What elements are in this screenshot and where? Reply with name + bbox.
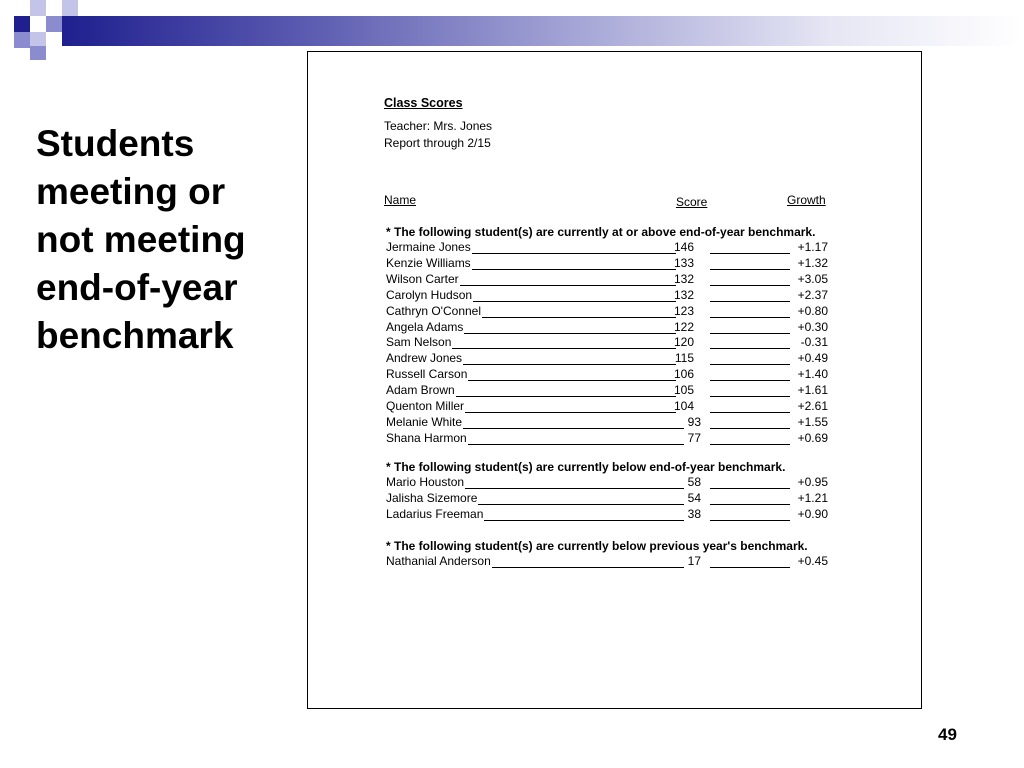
student-score: 122	[673, 319, 694, 334]
student-growth: +1.55	[797, 414, 828, 429]
student-name: Jermaine Jones	[386, 240, 471, 254]
student-name: Cathryn O'Connel	[386, 303, 482, 318]
student-row	[386, 351, 846, 367]
score-leader-line	[710, 412, 790, 413]
student-growth: +0.45	[797, 554, 828, 568]
score-leader-line	[710, 488, 790, 489]
student-row	[386, 431, 846, 447]
slide-title-line: Students	[36, 123, 195, 164]
student-score: 106	[673, 367, 694, 382]
score-leader-line	[710, 301, 790, 302]
page-number: 49	[938, 725, 957, 744]
student-growth: +1.17	[797, 240, 828, 254]
decor-square-6	[14, 32, 30, 48]
student-row	[386, 288, 846, 304]
student-name: Andrew Jones	[386, 351, 463, 366]
student-growth: -0.31	[800, 335, 828, 350]
student-row	[386, 304, 846, 320]
benchmark-group-heading: * The following student(s) are currently below end-of-year benchmark.	[386, 460, 786, 474]
student-growth: +0.69	[797, 430, 828, 445]
report-through-line: Report through 2/15	[384, 136, 491, 150]
decor-square-1	[14, 16, 30, 32]
slide-title-line: end-of-year	[36, 267, 238, 308]
student-score: 115	[674, 351, 694, 366]
student-name: Carolyn Hudson	[386, 287, 473, 302]
decor-square-7	[30, 46, 46, 60]
student-growth: +3.05	[797, 271, 828, 286]
score-leader-line	[710, 348, 790, 349]
class-scores-report	[307, 51, 922, 709]
student-row	[386, 475, 846, 491]
student-name: Sam Nelson	[386, 335, 452, 350]
student-row	[386, 320, 846, 336]
student-score: 93	[687, 414, 701, 429]
column-header-growth: Growth	[787, 193, 826, 207]
student-name: Jalisha Sizemore	[386, 490, 478, 505]
decor-square-2	[30, 0, 46, 16]
student-row	[386, 383, 846, 399]
student-row	[386, 415, 846, 431]
score-leader-line	[710, 253, 790, 254]
student-name: Angela Adams	[386, 319, 464, 334]
score-leader-line	[710, 285, 790, 286]
column-header-name: Name	[384, 193, 417, 207]
student-score: 104	[673, 399, 694, 413]
student-row	[386, 335, 846, 351]
student-name: Shana Harmon	[386, 430, 467, 445]
student-row	[386, 240, 846, 256]
report-title: Class Scores	[384, 96, 463, 110]
student-name: Adam Brown	[386, 383, 455, 398]
student-growth: +1.21	[797, 490, 828, 505]
student-growth: +0.80	[797, 303, 828, 318]
student-score: 123	[673, 303, 694, 318]
student-growth: +1.40	[797, 367, 828, 382]
header-gradient-band	[62, 16, 1024, 46]
benchmark-group-heading: * The following student(s) are currently at or above end-of-year benchmark.	[386, 225, 816, 239]
decor-square-4	[46, 16, 62, 32]
student-name: Melanie White	[386, 414, 463, 429]
slide-title-line: not meeting	[36, 219, 246, 260]
student-row	[386, 399, 846, 415]
decor-square-3	[62, 0, 78, 16]
student-row	[386, 256, 846, 272]
student-score: 17	[687, 554, 701, 568]
student-score: 77	[687, 430, 701, 445]
student-row	[386, 491, 846, 507]
student-name: Kenzie Williams	[386, 255, 471, 270]
column-header-score: Score	[676, 195, 708, 209]
score-leader-line	[710, 567, 790, 568]
student-growth: +2.37	[797, 287, 828, 302]
slide-title-line: meeting or	[36, 171, 226, 212]
student-name: Wilson Carter	[386, 271, 459, 286]
student-score: 38	[687, 506, 701, 521]
benchmark-group-heading: * The following student(s) are currently below previous year's benchmark.	[386, 539, 808, 553]
student-score: 120	[673, 335, 694, 350]
student-growth: +0.95	[797, 475, 828, 489]
score-leader-line	[710, 380, 790, 381]
student-name: Mario Houston	[386, 475, 465, 489]
score-leader-line	[710, 444, 790, 445]
student-score: 58	[687, 475, 701, 489]
student-score: 132	[673, 287, 694, 302]
score-leader-line	[710, 396, 790, 397]
student-row	[386, 367, 846, 383]
student-name: Ladarius Freeman	[386, 506, 484, 521]
score-leader-line	[710, 317, 790, 318]
student-row	[386, 272, 846, 288]
student-row	[386, 554, 846, 570]
student-growth: +2.61	[797, 399, 828, 413]
student-growth: +0.30	[797, 319, 828, 334]
student-score: 146	[673, 240, 694, 254]
student-name: Russell Carson	[386, 367, 468, 382]
score-leader-line	[710, 333, 790, 334]
student-score: 132	[673, 271, 694, 286]
teacher-line: Teacher: Mrs. Jones	[384, 119, 493, 133]
student-score: 105	[673, 383, 694, 398]
score-leader-line	[710, 504, 790, 505]
slide-title-line: benchmark	[36, 315, 234, 356]
student-growth: +0.90	[797, 506, 828, 521]
student-name: Quenton Miller	[386, 399, 465, 413]
student-growth: +1.32	[797, 255, 828, 270]
score-leader-line	[710, 520, 790, 521]
student-name: Nathanial Anderson	[386, 554, 491, 568]
score-leader-line	[710, 269, 790, 270]
student-row	[386, 507, 846, 523]
score-leader-line	[710, 428, 790, 429]
student-score: 54	[687, 490, 701, 505]
student-growth: +0.49	[797, 351, 828, 366]
score-leader-line	[710, 364, 790, 365]
student-score: 133	[673, 255, 694, 270]
slide-title	[36, 120, 296, 360]
student-growth: +1.61	[797, 383, 828, 398]
